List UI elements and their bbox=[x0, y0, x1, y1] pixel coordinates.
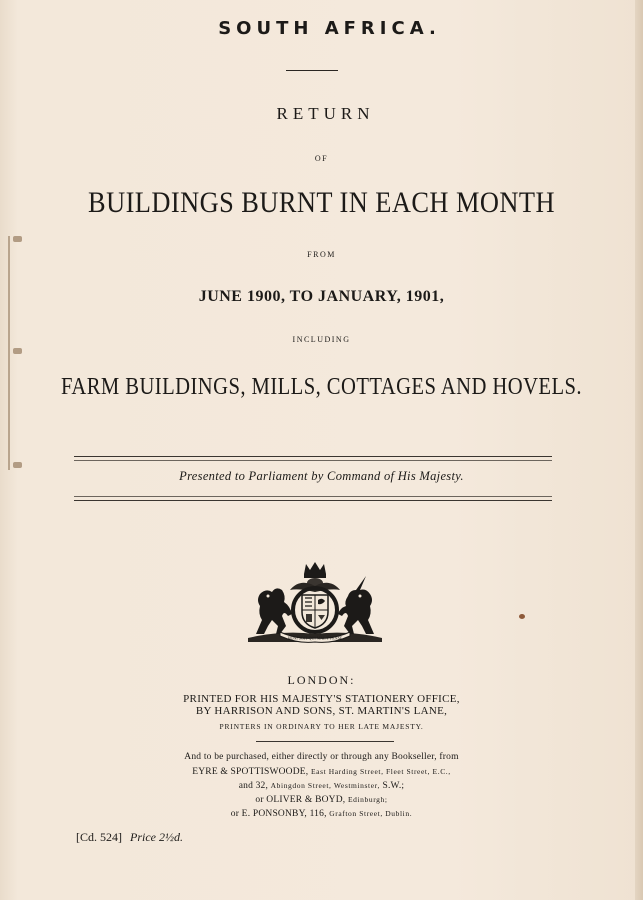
publisher-ponsonby-address: Grafton Street, Dublin. bbox=[329, 809, 413, 818]
publisher-oliver: or OLIVER & BOYD, bbox=[255, 795, 346, 805]
stitch-hole bbox=[13, 348, 22, 354]
stitch-hole bbox=[13, 462, 22, 468]
paper-speck bbox=[519, 614, 525, 619]
page-edge bbox=[635, 0, 643, 900]
imprint-line-1: PRINTED FOR HIS MAJESTY'S STATIONERY OFFICE, bbox=[183, 693, 460, 705]
divider-rule bbox=[74, 496, 552, 497]
command-paper-line bbox=[76, 830, 183, 845]
crest-motto: HONI SOIT QUI MAL Y PENSE bbox=[287, 635, 343, 641]
divider-rule bbox=[256, 741, 394, 742]
binding-stitch-mark bbox=[8, 236, 16, 470]
publisher-oliver-city: Edinburgh; bbox=[347, 795, 388, 804]
purchase-line-2 bbox=[0, 767, 643, 777]
abingdon-address: Abingdon Street, Westminster, bbox=[270, 781, 380, 790]
imprint-line bbox=[0, 693, 643, 717]
subtitle: FARM BUILDINGS, MILLS, COTTAGES AND HOVELS. bbox=[60, 374, 582, 400]
imprint-city: LONDON: bbox=[287, 673, 356, 687]
command-number: [Cd. 524] bbox=[76, 830, 122, 844]
of-label: OF bbox=[314, 154, 329, 163]
royal-coat-of-arms-icon bbox=[242, 560, 388, 644]
publisher-eyre-address: East Harding Street, Fleet Street, E.C., bbox=[310, 767, 451, 776]
main-title: BUILDINGS BURNT IN EACH MONTH bbox=[88, 186, 555, 219]
price: Price 2½d. bbox=[130, 830, 183, 844]
abingdon-suffix: S.W.; bbox=[382, 781, 405, 791]
stitch-hole bbox=[13, 236, 22, 242]
from-label: FROM bbox=[307, 250, 336, 259]
imprint-line-2: BY HARRISON AND SONS, ST. MARTIN'S LANE, bbox=[195, 705, 448, 717]
divider-rule bbox=[74, 460, 552, 461]
purchase-line-4 bbox=[0, 795, 643, 805]
divider-rule bbox=[74, 456, 552, 457]
presented-line: Presented to Parliament by Command of His Majesty. bbox=[179, 469, 464, 483]
divider-rule bbox=[74, 500, 552, 501]
publisher-ponsonby: or E. PONSONBY, 116, bbox=[230, 809, 327, 819]
return-heading: RETURN bbox=[276, 104, 375, 123]
abingdon-prefix: and 32, bbox=[238, 781, 269, 791]
country-heading: SOUTH AFRICA. bbox=[218, 18, 441, 39]
purchase-line-3 bbox=[0, 781, 643, 791]
imprint-line-3: PRINTERS IN ORDINARY TO HER LATE MAJESTY. bbox=[219, 722, 424, 731]
publisher-eyre: EYRE & SPOTTISWOODE, bbox=[192, 767, 309, 777]
divider-rule bbox=[286, 70, 338, 71]
purchase-line-1: And to be purchased, either directly or through any Bookseller, from bbox=[184, 752, 459, 762]
including-label: INCLUDING bbox=[292, 335, 351, 344]
date-range: JUNE 1900, TO JANUARY, 1901, bbox=[198, 288, 445, 305]
purchase-line-5 bbox=[0, 809, 643, 819]
